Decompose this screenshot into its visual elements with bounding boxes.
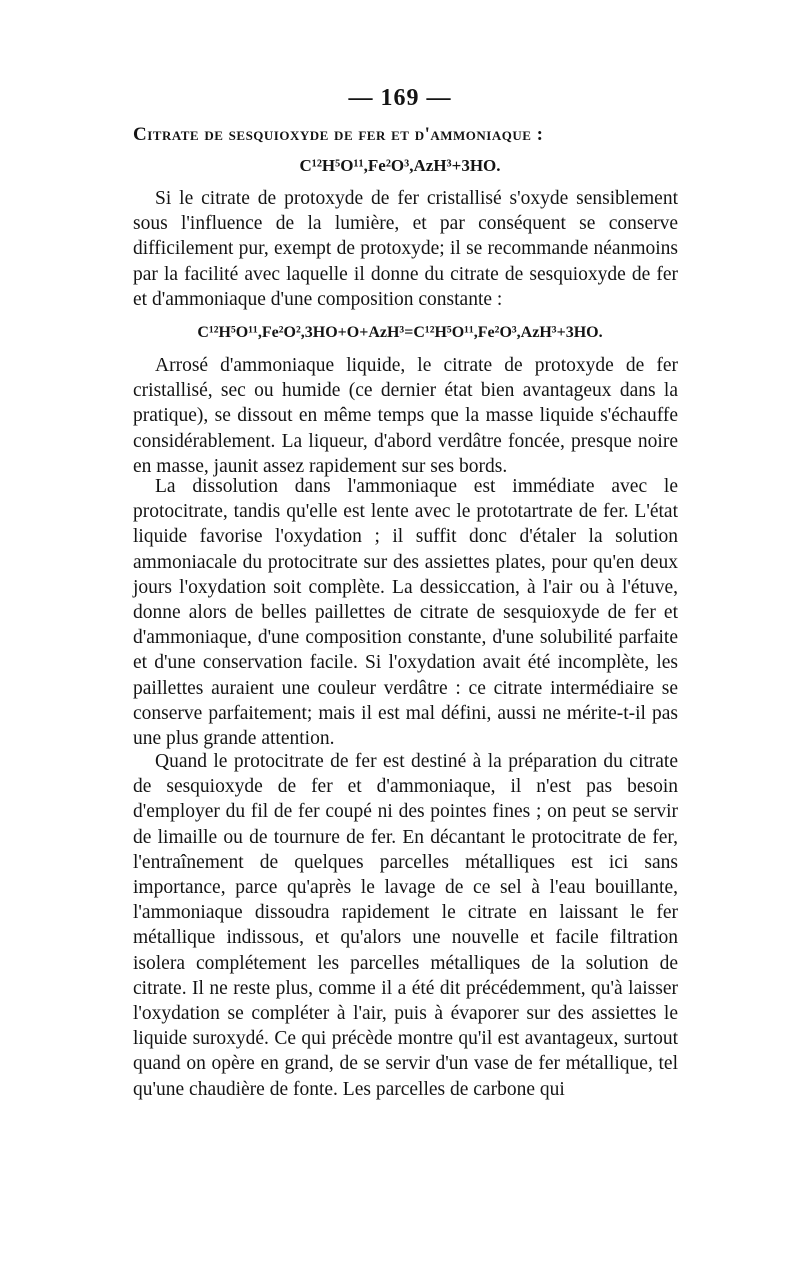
- chemical-formula-1: C¹²H⁵O¹¹,Fe²O³,AzH³+3HO.: [299, 156, 501, 175]
- chemical-equation: C¹²H⁵O¹¹,Fe²O²,3HO+O+AzH³=C¹²H⁵O¹¹,Fe²O³,AzH³+3HO.: [197, 324, 603, 341]
- page-number: — 169 —: [348, 85, 452, 111]
- paragraph-1: Si le citrate de protoxyde de fer cristallisé s'oxyde sensiblement sous l'influence de la lumière, et par conséquent se conserve difficilement pur, exempt de protoxyde; il se recommande néanmoins par la facilité avec laquelle il donne du citrate de sesquioxyde de fer et d'ammoniaque d'une composition constante :: [133, 188, 678, 310]
- paragraph-2: Arrosé d'ammoniaque liquide, le citrate de protoxyde de fer cristallisé, sec ou humide (ce dernier état bien avantageux dans la pratique), se dissout en même temps que la masse liquide s'échauffe considérablement. La liqueur, d'abord verdâtre foncée, presque noire en masse, jaunit assez rapidement sur ses bords.: [133, 355, 678, 477]
- paragraph-4: Quand le protocitrate de fer est destiné à la préparation du citrate de sesquioxyde de fer et d'ammoniaque, il n'est pas besoin d'employer du fil de fer coupé ni des pointes fines ; on peut se servir de limaille ou de tournure de fer. En décantant le protocitrate de fer, l'entraînement de quelques parcelles métalliques est ici sans importance, parce qu'après le lavage de ce sel à l'eau bouillante, l'ammoniaque dissoudra rapidement le citrate en laissant le fer métallique indissous, et qu'alors une nouvelle et facile filtration isolera complétement les parcelles métalliques de la solution de citrate. Il ne reste plus, comme il a été dit précédemment, qu'à laisser l'oxydation se compléter à l'air, puis à évaporer sur des assiettes le liquide suroxydé. Ce qui précède montre qu'il est avantageux, surtout quand on opère en grand, de se servir d'un vase de fer métallique, tel qu'une chaudière de fonte. Les parcelles de carbone qui: [133, 751, 678, 1100]
- section-title: Citrate de sesquioxyde de fer et d'ammoniaque :: [133, 124, 544, 145]
- paragraph-3: La dissolution dans l'ammoniaque est immédiate avec le protocitrate, tandis qu'elle est lente avec le prototartrate de fer. L'état liquide favorise l'oxydation ; il suffit donc d'étaler la solution ammoniacale du protocitrate sur des assiettes plates, pour qu'en deux jours l'oxydation soit complète. La dessiccation, à l'air ou à l'étuve, donne alors de belles paillettes de citrate de sesquioxyde de fer et d'ammoniaque, d'une composition constante, d'une solubilité parfaite et d'une conservation facile. Si l'oxydation avait été incomplète, les paillettes auraient une couleur verdâtre : ce citrate intermédiaire se conserve parfaitement; mais il est mal défini, aussi ne mérite-t-il pas une plus grande attention.: [133, 476, 678, 750]
